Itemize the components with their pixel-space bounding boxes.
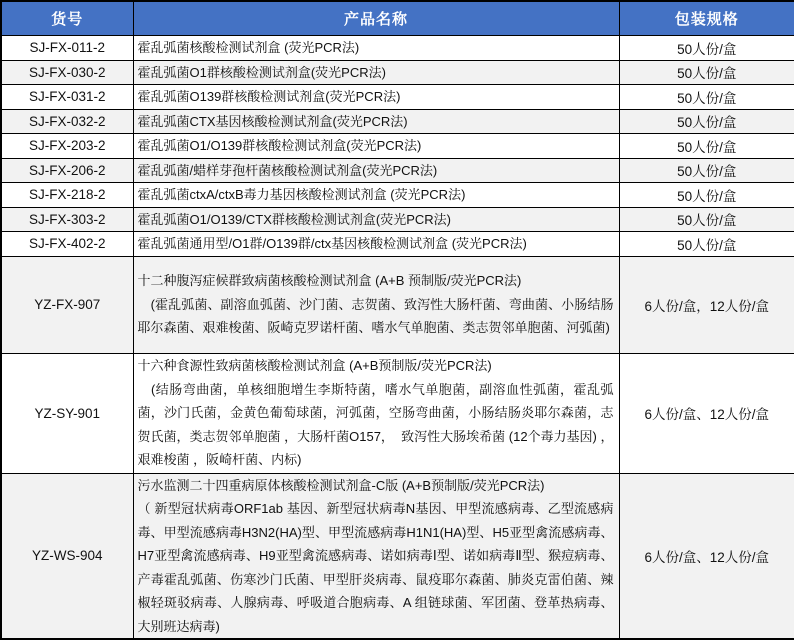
product-name-cell (133, 473, 619, 639)
product-name-cell (133, 60, 619, 85)
packaging-cell: 6人份/盒、12人份/盒 (619, 473, 794, 639)
item-no-cell: SJ-FX-011-2 (1, 36, 133, 61)
packaging-cell: 50人份/盒 (619, 109, 794, 134)
table-row (1, 109, 794, 134)
packaging-cell: 6人份/盒、12人份/盒 (619, 353, 794, 473)
table-row (1, 158, 794, 183)
table-row (1, 36, 794, 61)
product-name-cell (133, 85, 619, 110)
table-row (1, 256, 794, 353)
packaging-cell: 50人份/盒 (619, 158, 794, 183)
table-row (1, 134, 794, 159)
item-no-cell: SJ-FX-206-2 (1, 158, 133, 183)
item-no-cell: SJ-FX-303-2 (1, 207, 133, 232)
product-title: 霍乱弧菌核酸检测试剂盒 (荧光PCR法) (137, 40, 360, 55)
product-title: 霍乱弧菌O1/O139群核酸检测试剂盒(荧光PCR法) (137, 138, 422, 153)
table-row (1, 60, 794, 85)
column-header-item-no: 货号 (1, 1, 133, 36)
item-no-cell: SJ-FX-030-2 (1, 60, 133, 85)
item-no-cell: SJ-FX-218-2 (1, 183, 133, 208)
product-title: 霍乱弧菌O139群核酸检测试剂盒(荧光PCR法) (137, 89, 401, 104)
product-detail: (结肠弯曲菌，单核细胞增生李斯特菌，嗜水气单胞菌，副溶血性弧菌，霍乱弧菌，沙门氏菌，金黄色葡萄球菌，河弧菌，空肠弯曲菌，小肠结肠炎耶尔森菌，志贺氏菌，类志贺邻单胞菌 ，大肠杆菌O157， 致泻性大肠埃希菌 (12个毒力基因) ，艰难梭菌 ，阪崎杆菌、内标) (137, 381, 614, 468)
product-title: 霍乱弧菌ctxA/ctxB毒力基因核酸检测试剂盒 (荧光PCR法) (137, 187, 466, 202)
packaging-cell: 50人份/盒 (619, 60, 794, 85)
product-name-cell (133, 353, 619, 473)
product-title: 霍乱弧菌/蜡样芽孢杆菌核酸检测试剂盒(荧光PCR法) (137, 162, 438, 178)
packaging-cell: 50人份/盒 (619, 134, 794, 159)
product-title: 霍乱弧菌O1/O139/CTX群核酸检测试剂盒(荧光PCR法) (137, 211, 451, 227)
product-title: 十六种食源性致病菌核酸检测试剂盒 (A+B预制版/荧光PCR法) (137, 358, 492, 374)
item-no-cell: SJ-FX-203-2 (1, 134, 133, 159)
product-title: 十二种腹泻症候群致病菌核酸检测试剂盒 (A+B 预制版/荧光PCR法) (137, 273, 522, 289)
table-row (1, 232, 794, 257)
column-header-product-name: 产品名称 (133, 1, 619, 36)
packaging-cell: 50人份/盒 (619, 36, 794, 61)
product-title: 霍乱弧菌通用型/O1群/O139群/ctx基因核酸检测试剂盒 (荧光PCR法) (137, 236, 527, 251)
header-row (1, 1, 794, 36)
packaging-cell: 50人份/盒 (619, 183, 794, 208)
product-name-cell (133, 256, 619, 353)
item-no-cell: YZ-FX-907 (1, 256, 133, 353)
table-row (1, 183, 794, 208)
product-name-cell (133, 232, 619, 257)
product-title: 污水监测二十四重病原体核酸检测试剂盒-C版 (A+B预制版/荧光PCR法) (137, 477, 545, 493)
product-name-cell (133, 134, 619, 159)
product-name-cell (133, 109, 619, 134)
product-name-cell (133, 158, 619, 183)
product-name-cell (133, 36, 619, 61)
item-no-cell: SJ-FX-032-2 (1, 109, 133, 134)
product-title: 霍乱弧菌CTX基因核酸检测试剂盒(荧光PCR法) (137, 113, 408, 129)
item-no-cell: SJ-FX-402-2 (1, 232, 133, 257)
item-no-cell: SJ-FX-031-2 (1, 85, 133, 110)
table-row (1, 207, 794, 232)
product-detail: (霍乱弧菌、副溶血弧菌、沙门菌、志贺菌、致泻性大肠杆菌、弯曲菌、小肠结肠耶尔森菌、艰难梭菌、阪崎克罗诺杆菌、嗜水气单胞菌、类志贺邻单胞菌、河弧菌) (137, 296, 614, 336)
item-no-cell: YZ-WS-904 (1, 473, 133, 639)
packaging-cell: 50人份/盒 (619, 85, 794, 110)
table-row (1, 353, 794, 473)
packaging-cell: 50人份/盒 (619, 207, 794, 232)
product-name-cell (133, 207, 619, 232)
packaging-cell: 50人份/盒 (619, 232, 794, 257)
table-row (1, 85, 794, 110)
item-no-cell: YZ-SY-901 (1, 353, 133, 473)
product-detail: （ 新型冠状病毒ORF1ab 基因、新型冠状病毒N基因、甲型流感病毒、乙型流感病毒、甲型流感病毒H3N2(HA)型、甲型流感病毒H1N1(HA)型、H5亚型禽流感病毒、H7亚型禽流感病毒、H9亚型禽流感病毒、诺如病毒Ⅰ型、诺如病毒Ⅱ型、猴痘病毒、产毒霍乱弧菌、伤寒沙门氏菌、甲型肝炎病毒、鼠疫耶尔森菌、肺炎克雷伯菌、辣椒轻斑驳病毒、人腺病毒、呼吸道合胞病毒、A 组链球菌、军团菌、登革热病毒、大别班达病毒) (137, 501, 614, 634)
product-title: 霍乱弧菌O1群核酸检测试剂盒(荧光PCR法) (137, 64, 386, 80)
packaging-cell: 6人份/盒，12人份/盒 (619, 256, 794, 353)
table-row (1, 473, 794, 639)
product-name-cell (133, 183, 619, 208)
column-header-packaging: 包装规格 (619, 1, 794, 36)
